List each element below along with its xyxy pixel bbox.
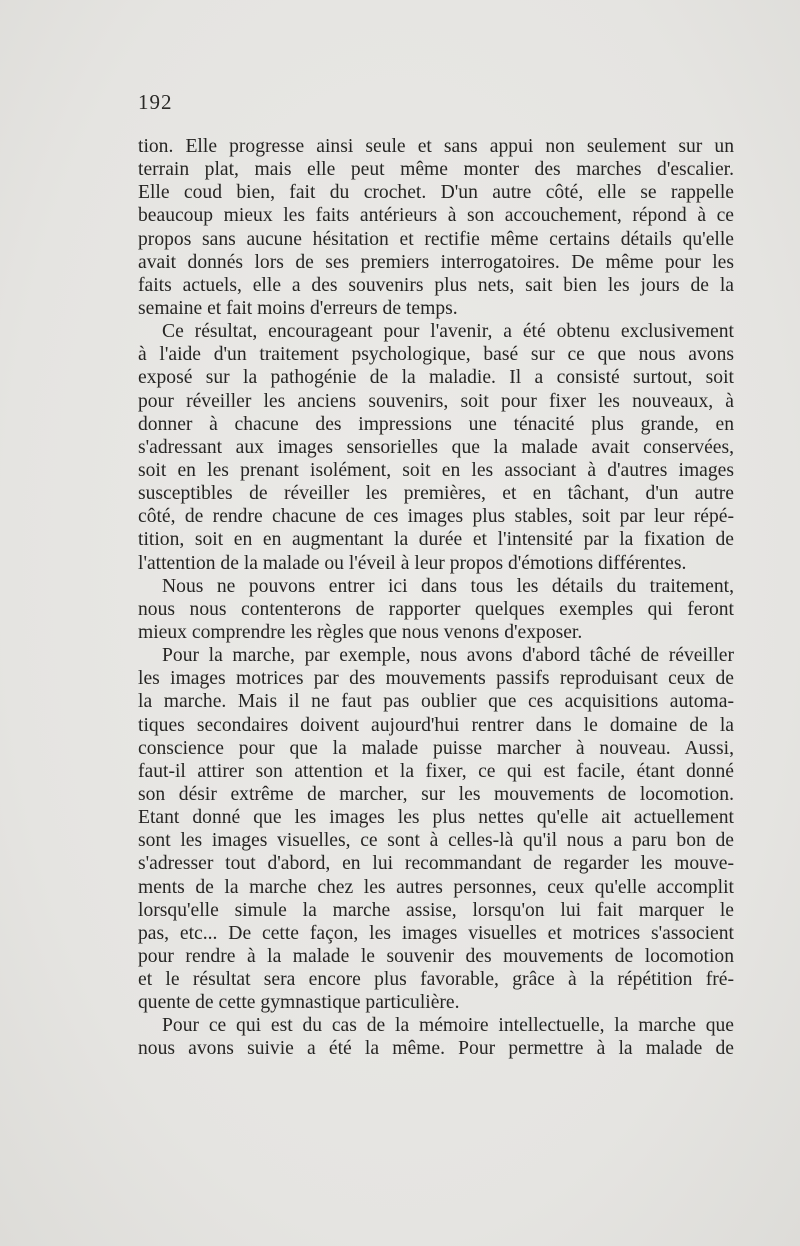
text-line: et le résultat sera encore plus favorable, grâce à la répétition fré- [138, 969, 734, 991]
text-line: ments de la marche chez les autres personnes, ceux qu'elle accomplit [138, 876, 734, 898]
text-line: Nous ne pouvons entrer ici dans tous les détails du traitement, [162, 575, 734, 597]
text-line: beaucoup mieux les faits antérieurs à son accouchement, répond à ce [138, 205, 734, 227]
text-line: tion. Elle progresse ainsi seule et sans appui non seulement sur un [138, 136, 734, 157]
text-line: les images motrices par des mouvements passifs reproduisant ceux de [138, 668, 734, 690]
text-line: faits actuels, elle a des souvenirs plus nets, sait bien les jours de la [138, 274, 734, 296]
text-line: quente de cette gymnastique particulière. [138, 992, 460, 1014]
text-line: pour rendre à la malade le souvenir des mouvements de locomotion [138, 945, 734, 967]
text-line: conscience pour que la malade puisse marcher à nouveau. Aussi, [138, 737, 734, 759]
text-line: Pour ce qui est du cas de la mémoire intellectuelle, la marche que [162, 1015, 734, 1037]
text-line: Etant donné que les images les plus nettes qu'elle ait actuellement [138, 807, 734, 829]
text-line: Ce résultat, encourageant pour l'avenir, a été obtenu exclusivement [162, 321, 734, 343]
text-line: tition, soit en en augmentant la durée et l'intensité par la fixation de [138, 529, 734, 551]
text-line: nous avons suivie a été la même. Pour permettre à la malade de [138, 1038, 734, 1060]
text-line: Elle coud bien, fait du crochet. D'un autre côté, elle se rappelle [138, 182, 734, 204]
text-line: propos sans aucune hésitation et rectifie même certains détails qu'elle [138, 228, 734, 250]
text-line: donner à chacune des impressions une ténacité plus grande, en [138, 413, 734, 435]
page-number: 192 [138, 90, 173, 114]
text-line: terrain plat, mais elle peut même monter des marches d'escalier. [138, 159, 734, 181]
text-line: s'adresser tout d'abord, en lui recommandant de regarder les mouve- [138, 853, 734, 875]
text-line: l'attention de la malade ou l'éveil à leur propos d'émotions différentes. [138, 552, 687, 574]
text-line: la marche. Mais il ne faut pas oublier que ces acquisitions automa- [138, 691, 734, 713]
text-line: avait donnés lors de ses premiers interrogatoires. De même pour les [138, 251, 734, 273]
text-line: pour réveiller les anciens souvenirs, soit pour fixer les nouveaux, à [138, 390, 734, 412]
body-text [138, 135, 734, 1061]
text-line: tiques secondaires doivent aujourd'hui rentrer dans le domaine de la [138, 714, 734, 736]
text-line: mieux comprendre les règles que nous venons d'exposer. [138, 621, 583, 643]
text-line: nous nous contenterons de rapporter quelques exemples qui feront [138, 598, 734, 620]
text-line: susceptibles de réveiller les premières, et en tâchant, d'un autre [138, 483, 734, 505]
text-line: s'adressant aux images sensorielles que la malade avait conservées, [138, 436, 734, 458]
text-line: faut-il attirer son attention et la fixer, ce qui est facile, étant donné [138, 760, 734, 782]
text-line: soit en les prenant isolément, soit en les associant à d'autres images [138, 459, 734, 481]
text-line: lorsqu'elle simule la marche assise, lorsqu'on lui fait marquer le [138, 899, 734, 921]
text-line: à l'aide d'un traitement psychologique, basé sur ce que nous avons [138, 344, 734, 366]
text-line: Pour la marche, par exemple, nous avons d'abord tâché de réveiller [162, 645, 734, 667]
text-line: semaine et fait moins d'erreurs de temps. [138, 297, 458, 319]
text-line: sont les images visuelles, ce sont à celles-là qu'il nous a paru bon de [138, 830, 734, 852]
text-line: son désir extrême de marcher, sur les mouvements de locomotion. [138, 783, 734, 805]
text-line: exposé sur la pathogénie de la maladie. Il a consisté surtout, soit [138, 367, 734, 389]
text-line: côté, de rendre chacune de ces images plus stables, soit par leur répé- [138, 506, 734, 528]
text-line: pas, etc... De cette façon, les images visuelles et motrices s'associent [138, 922, 734, 944]
